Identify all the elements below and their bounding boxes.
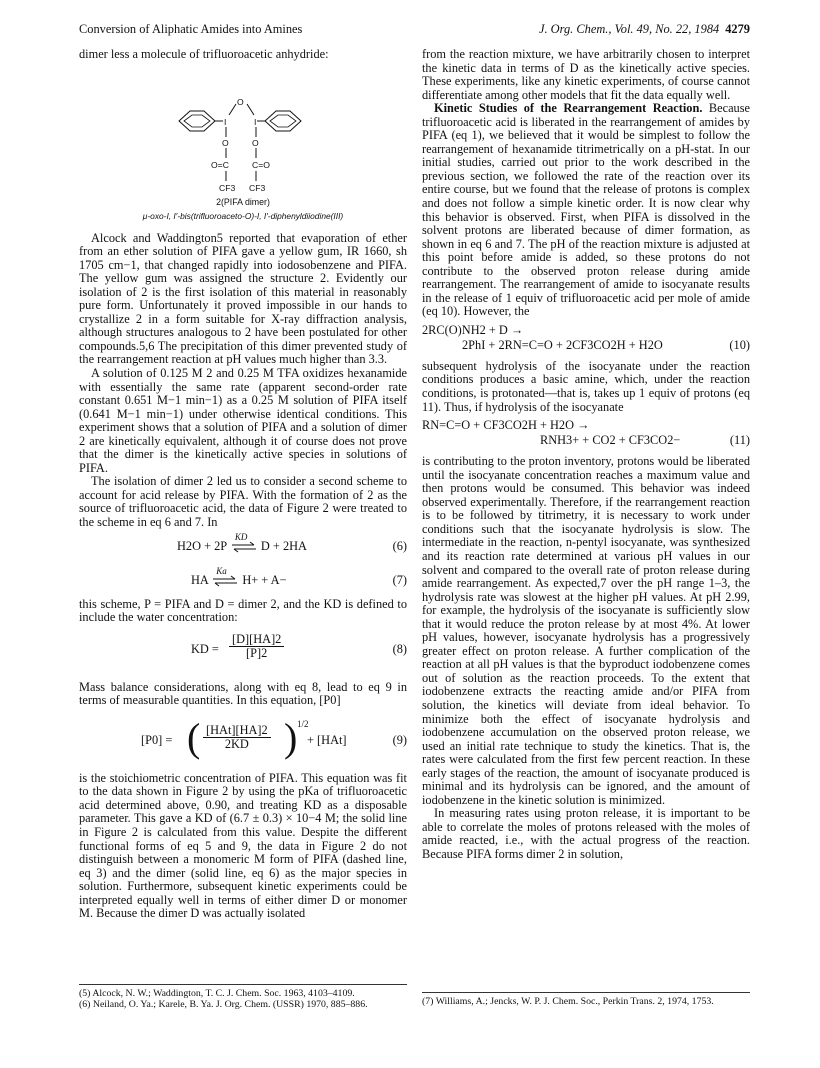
- page-number: 4279: [725, 22, 750, 36]
- paragraph: subsequent hydrolysis of the isocyanate under the reaction conditions produces a basic amine, which, under the reaction conditions, is protonated—that is, takes up 1 equiv of protons (eq 11). Thus, if hydrolysis of the isocyanate: [422, 358, 750, 414]
- iodine-right: I: [254, 116, 257, 127]
- eq8-number: (8): [392, 641, 407, 656]
- paragraph: The isolation of dimer 2 led us to consider a second scheme to account for acid release by PIFA. With the formation of 2 as the source of trifluoroacetic acid, the data of Figure 2 were treated to the scheme in eq 6 and 7. In: [79, 474, 407, 530]
- equation-8: [79, 631, 407, 671]
- eq9-numerator: [HAt][HA]2: [203, 724, 271, 739]
- paragraph: Alcock and Waddington5 reported that evaporation of ether from an ether solution of PIFA gave a yellow gum, IR 1660, sh 1705 cm−1, that changed rapidly into iodosobenzene and PIFA. The yellow gum was assigned the structure 2. Evidently our isolation of 2 is the first isolation of this material in reasonably pure form. Unfortunately it proved impossible in our hands to crystallize 2 in a form suitable for X-ray diffraction analysis, although structures analogous to 2 have been postulated for other compounds.5,6 The precipitation of this dimer prevented study of the rearrangement reaction at pH values much higher than 3.3.: [79, 230, 407, 367]
- carbonyl-right: C=O: [252, 159, 270, 170]
- running-header-journal: [539, 22, 750, 37]
- eq8-fraction: [229, 633, 284, 661]
- right-column: [422, 48, 750, 862]
- paragraph: A solution of 0.125 M 2 and 0.25 M TFA oxidizes hexanamide with essentially the same rate (apparent second-order rate constant 0.651 M−1 min−1) as a 0.25 M solution of PIFA itself (0.641 M−1 min−1) under otherwise identical conditions. This experiment shows that a solution of PIFA and a solution of dimer 2 are kinetically equivalent, although it of course does not prove that the dimer is the kinetically active species in solutions of PIFA.: [79, 366, 407, 475]
- eq7-lhs: HA: [191, 572, 209, 587]
- eq11-line2: RNH3+ + CO2 + CF3CO2−: [540, 433, 681, 448]
- eq9-lhs: [P0] =: [141, 732, 173, 747]
- equilibrium-arrow-icon: [213, 565, 237, 587]
- equation-9: [79, 714, 407, 764]
- eq9-exponent: 1/2: [297, 718, 309, 729]
- footnotes-left: [79, 984, 407, 1010]
- eq7-constant: Ka: [216, 565, 227, 576]
- eq9-fraction: [203, 724, 271, 752]
- eq8-numerator: [D][HA]2: [229, 633, 284, 648]
- iodine-left: I: [224, 116, 227, 127]
- paragraph: In measuring rates using proton release, it is important to be able to correlate the moles of protons released with the moles of amide reacted, i.e., with the actual progress of the reaction. Because PIFA forms dimer 2 in solution,: [422, 806, 750, 861]
- cf3-right: CF3: [249, 182, 266, 193]
- paragraph: is contributing to the proton inventory, protons would be liberated until the isocyanate concentration reaches a maximum value and then protons would be consumed. This behavior was indeed observed experimentally. Therefore, if the rearrangement reaction is to be followed by titrimetry, it is necessary to work under conditions such that the isocyanate hydrolysis is slow. The intermediate in the reaction, n-pentyl isocyanate, was synthesized and its reaction rate determined at various pH values in our solvent and compared to the overall rate of proton release during amide rearrangement. As expected,7 over the pH range 1–3, the hydrolysis rate was slowest at the higher pH values. At pH 2.99, for example, the hydrolysis of the isocyanate is sufficiently slow that it would reduce the proton release by at most 4%. At lower pH values, however, isocyanate hydrolysis has a progressively greater effect on proton release. A further complication of the reaction at all pH values is that the byproduct iodobenzene comes out of solution as the reaction proceeds. To the extent that iodobenzene extracts the reacting amide and/or PIFA from solution, the kinetics will deviate from ideal behavior. To minimize both the effect of isocyanate hydrolysis and iodobenzene accumulation on the observed proton release, we used an initial rate technique to study the kinetics. That is, the rates were calculated from the first few percent reaction. In these early stages of the reaction, the amount of isocyanate produced is minimal and its hydrolysis can be ignored, and the amount of iodobenzene in the kinetic solution is minimized.: [422, 454, 750, 807]
- eq7-rhs: H+ + A−: [242, 572, 287, 587]
- eq7-number: (7): [392, 572, 407, 587]
- oxygen-right: O: [252, 137, 259, 148]
- paragraph: from the reaction mixture, we have arbitrarily chosen to interpret the kinetic data in terms of D as the kinetically active species. These experiments, like any kinetic experiments, of course cannot differentiate among other models that fit the data equally well.: [422, 47, 750, 102]
- cf3-left: CF3: [219, 182, 236, 193]
- footnote: (7) Williams, A.; Jencks, W. P. J. Chem. Soc., Perkin Trans. 2, 1974, 1753.: [422, 996, 714, 1007]
- carbonyl-left: O=C: [211, 159, 229, 170]
- equilibrium-arrow-icon: [232, 531, 256, 553]
- eq9-number: (9): [392, 732, 407, 747]
- eq11-number: (11): [729, 433, 750, 448]
- bond-i-o-left: [229, 104, 236, 115]
- footnote: (6) Neiland, O. Ya.; Karele, B. Ya. J. Org. Chem. (USSR) 1970, 885–886.: [79, 999, 368, 1010]
- bridge-oxygen: O: [237, 96, 244, 107]
- eq8-denominator: [P]2: [246, 646, 268, 661]
- eq6-lhs: H2O + 2P: [177, 538, 227, 553]
- dimer-structure-diagram: [79, 64, 407, 220]
- section-paragraph: [422, 102, 750, 319]
- eq10-number: (10): [729, 337, 750, 352]
- oxygen-left: O: [222, 137, 229, 148]
- right-paren: ): [284, 714, 298, 760]
- eq6-constant: KD: [234, 531, 248, 542]
- footnote: (5) Alcock, N. W.; Waddington, T. C. J. Chem. Soc. 1963, 4103–4109.: [79, 988, 355, 999]
- structure-caption: 2(PIFA dimer): [216, 196, 270, 207]
- equation-11: [422, 419, 750, 451]
- journal-citation: J. Org. Chem., Vol. 49, No. 22, 1984: [538, 22, 720, 36]
- equation-7: [79, 565, 407, 592]
- paragraph: is the stoichiometric concentration of PIFA. This equation was fit to the data shown in Figure 2 by using the pKa of trifluoroacetic acid determined above, 0.90, and treating KD as a disposable parameter. This gave a KD of (6.7 ± 0.3) × 10−4 M; the solid line in Figure 2 is calculated from this value. Despite the different functional forms of eq 5 and 9, the data in Figure 2 do not distinguish between a monomeric M form of PIFA (dashed line, eq 3) and the dimer (solid line, eq 6) as the major species in solution. Furthermore, subsequent kinetic experiments could be interpreted equally well in terms of either dimer D or monomer M. Because the dimer D was actually isolated: [79, 770, 407, 921]
- intro-line: dimer less a molecule of trifluoroacetic anhydride:: [79, 47, 329, 61]
- equation-6: [79, 531, 407, 558]
- benzene-ring-left-inner: [184, 115, 210, 127]
- eq10-line1: 2RC(O)NH2 + D →: [422, 322, 524, 337]
- structure-iupac-name: μ-oxo-I, I′-bis(trifluoroaceto-O)-I, I′-diphenyldiiodine(III): [142, 211, 344, 222]
- eq9-denominator: 2KD: [224, 737, 249, 752]
- running-header-title: Conversion of Aliphatic Amides into Amines: [79, 22, 303, 36]
- paragraph: this scheme, P = PIFA and D = dimer 2, and the KD is defined to include the water concentration:: [79, 596, 407, 625]
- benzene-ring-right-inner: [270, 115, 296, 127]
- eq10-line2: 2PhI + 2RN=C=O + 2CF3CO2H + H2O: [462, 337, 663, 352]
- bond-o-i-right: [247, 104, 254, 115]
- left-paren: (: [187, 714, 201, 760]
- eq9-tail: + [HAt]: [307, 732, 347, 747]
- eq6-number: (6): [392, 538, 407, 553]
- section-heading: Kinetic Studies of the Rearrangement Reaction.: [434, 101, 703, 116]
- paragraph-text: Because trifluoroacetic acid is liberated in the rearrangement of amides by PIFA (eq 1), we believed that it would be simplest to follow the rearrangement of hexanamide titrimetrically on a pH-stat. In our initial studies, carried out prior to the work described in the previous section, we followed the rate of the reaction over its entire course, but we found that the release of protons is complex and does not follow a simple kinetic order. It is now clear why this behavior is observed. First, when PIFA is dissolved in the solvent protons are liberated because of dimer formation, as shown in eq 6 and 7. The pH of the reaction mixture is adjusted at this point before amide is added, so these protons do not contribute to the observed proton release during amide rearrangement. The rearrangement of amide to isocyanate results in the release of 1 equiv of trifluoroacetic acid per mole of amide (eq 10). However, the: [422, 101, 750, 319]
- eq8-lhs: KD =: [191, 641, 219, 656]
- left-column: [79, 48, 407, 921]
- footnotes-right: [422, 992, 750, 1007]
- eq6-rhs: D + 2HA: [260, 538, 307, 553]
- eq11-line1: RN=C=O + CF3CO2H + H2O →: [422, 418, 590, 433]
- paragraph: Mass balance considerations, along with eq 8, lead to eq 9 in terms of measurable quantities. In this equation, [P0]: [79, 679, 407, 708]
- equation-10: [422, 324, 750, 356]
